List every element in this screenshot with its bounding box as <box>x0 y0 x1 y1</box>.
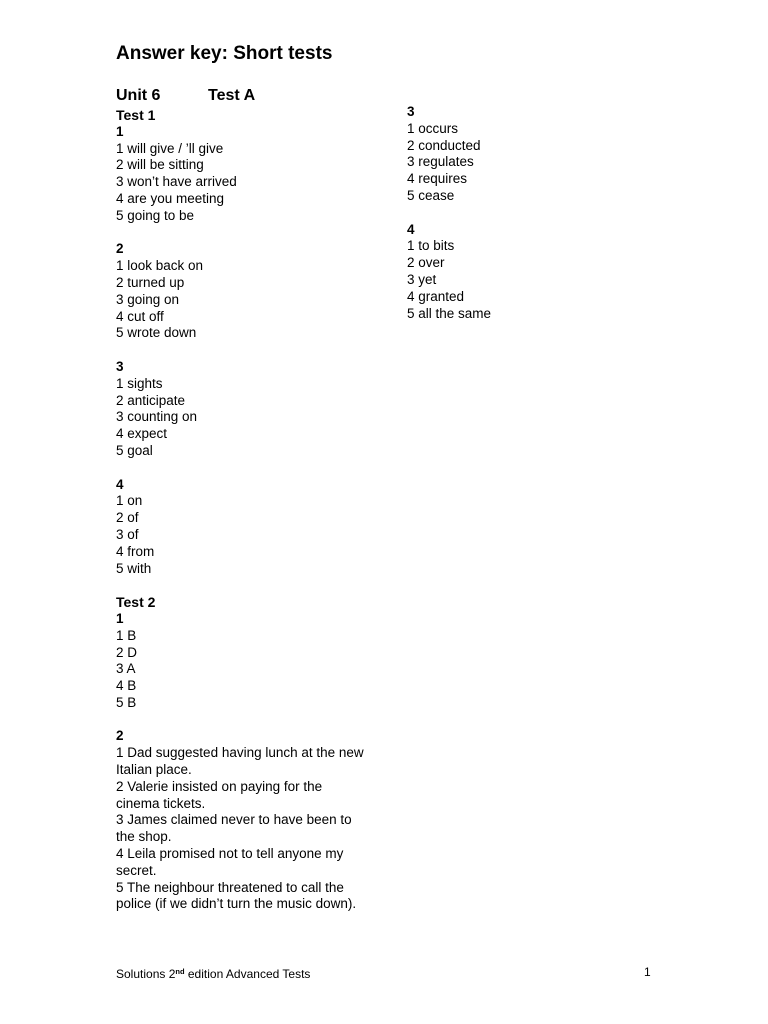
answer-line: 2 anticipate <box>116 392 186 408</box>
answer-line: 3 counting on <box>116 409 198 425</box>
answer-line: 5 going to be <box>116 207 195 223</box>
right-column <box>407 104 657 339</box>
unit-heading <box>116 86 256 106</box>
section-number: 2 <box>116 241 124 257</box>
answer-line: 2 Valerie insisted on paying for the cinema tickets. <box>116 778 323 811</box>
answer-line: 3 A <box>116 661 136 677</box>
section-number: 2 <box>116 728 124 744</box>
answer-line: 1 sights <box>116 375 163 391</box>
left-column <box>116 107 366 930</box>
answer-line: 3 regulates <box>407 154 474 170</box>
answer-line: 5 goal <box>116 442 153 458</box>
answer-line: 1 Dad suggested having lunch at the new Italian place. <box>116 745 364 778</box>
section-number: 4 <box>407 221 415 237</box>
answer-line: 2 turned up <box>116 274 185 290</box>
test-label: Test A <box>208 87 256 104</box>
answer-line: 3 James claimed never to have been to the shop. <box>116 812 352 845</box>
answer-line: 1 will give / ’ll give <box>116 140 224 156</box>
answer-line: 4 requires <box>407 171 468 187</box>
answer-line: 4 from <box>116 543 155 559</box>
test-2-section-1 <box>116 611 366 712</box>
test-2-heading: Test 2 <box>116 594 156 611</box>
unit-label: Unit 6 <box>116 87 161 104</box>
answer-line: 5 all the same <box>407 305 492 321</box>
answer-line: 4 cut off <box>116 308 164 324</box>
answer-line: 1 look back on <box>116 258 204 274</box>
test-3-section-3 <box>407 104 657 205</box>
answer-line: 1 on <box>116 493 143 509</box>
answer-line: 4 granted <box>407 288 465 304</box>
answer-line: 5 wrote down <box>116 325 197 341</box>
section-number: 1 <box>116 123 124 139</box>
answer-line: 3 won’t have arrived <box>116 174 237 190</box>
answer-line: 2 over <box>407 255 445 271</box>
answer-line: 2 D <box>116 644 138 660</box>
footer-prefix: Solutions 2 <box>116 967 176 981</box>
section-number: 1 <box>116 610 124 626</box>
answer-line: 4 B <box>116 678 137 694</box>
answer-line: 5 The neighbour threatened to call the police (if we didn’t turn the music down). <box>116 879 357 912</box>
answer-line: 5 with <box>116 560 152 576</box>
section-number: 3 <box>116 358 124 374</box>
page-number: 1 <box>644 965 651 979</box>
answer-line: 1 to bits <box>407 238 455 254</box>
footer-edition <box>116 964 310 982</box>
test-1-section-4 <box>116 477 366 578</box>
answer-line: 1 B <box>116 627 137 643</box>
test-1-section-1 <box>116 124 366 225</box>
answer-line: 5 cease <box>407 187 455 203</box>
answer-line: 4 expect <box>116 426 168 442</box>
answer-line: 2 will be sitting <box>116 157 204 173</box>
footer-suffix: edition Advanced Tests <box>184 967 311 981</box>
test-3-section-4 <box>407 222 657 323</box>
test-2-section-2 <box>116 728 366 913</box>
test-1-section-3 <box>116 359 366 460</box>
section-number: 3 <box>407 104 415 119</box>
test-1-heading: Test 1 <box>116 107 156 123</box>
answer-line: 5 B <box>116 694 137 710</box>
answer-line: 4 are you meeting <box>116 190 225 206</box>
section-number: 4 <box>116 476 124 492</box>
answer-line: 3 going on <box>116 291 180 307</box>
page-title: Answer key: Short tests <box>116 43 333 64</box>
answer-line: 3 yet <box>407 271 437 287</box>
answer-line: 2 of <box>116 510 139 526</box>
footer-superscript: nd <box>175 967 185 976</box>
answer-line: 1 occurs <box>407 120 459 136</box>
test-1-section-2 <box>116 241 366 342</box>
answer-line: 3 of <box>116 526 139 542</box>
answer-line: 4 Leila promised not to tell anyone my secret. <box>116 846 344 878</box>
answer-line: 2 conducted <box>407 137 481 153</box>
